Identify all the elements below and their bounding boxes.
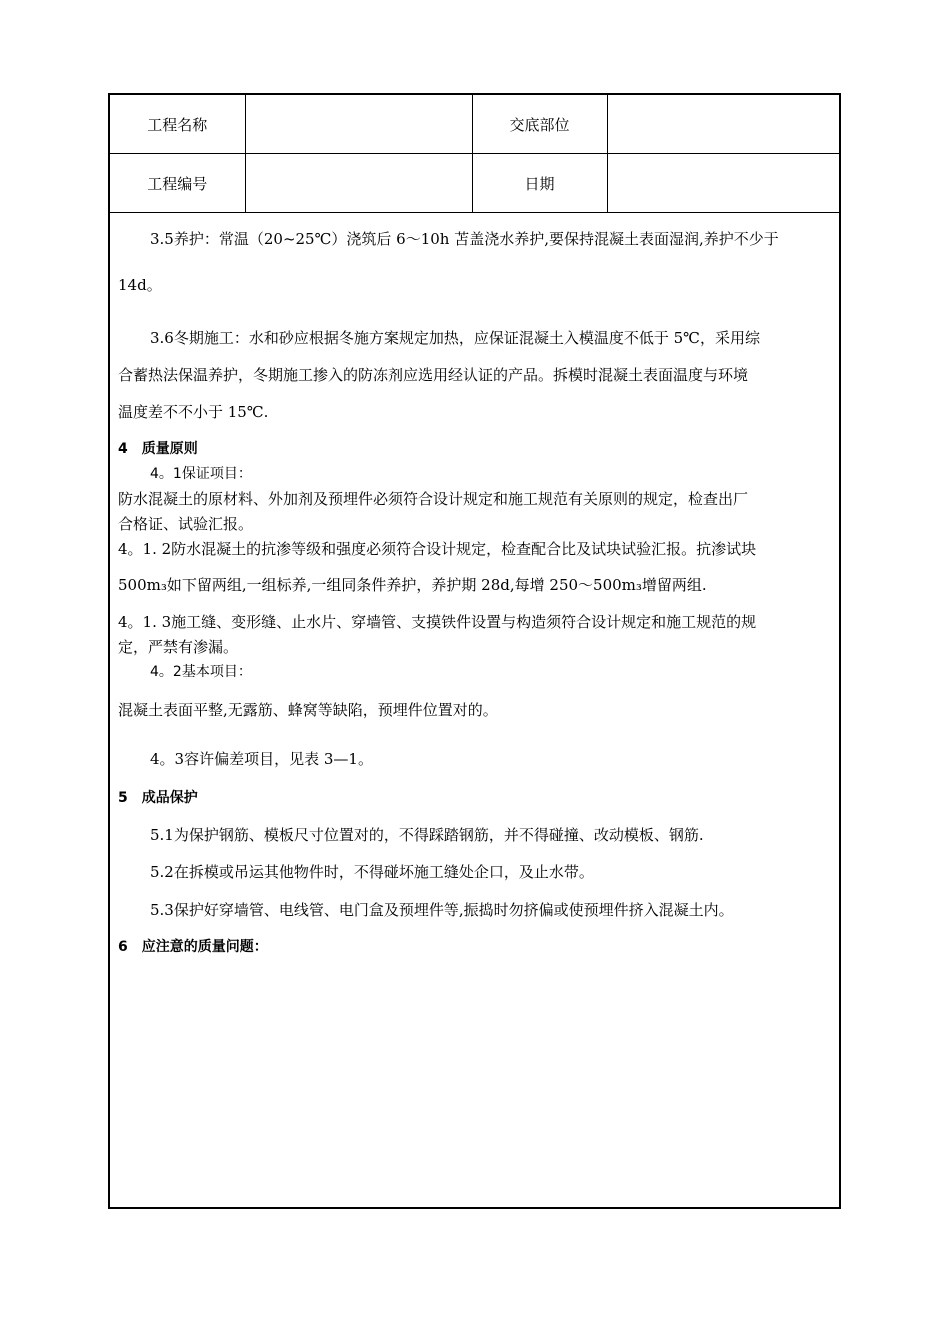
header-table <box>110 95 839 213</box>
project-no-value[interactable] <box>245 154 472 213</box>
heading-5: 5 成品保护 <box>118 790 198 806</box>
para-4-2-line1: 混凝土表面平整,无露筋、蜂窝等缺陷，预埋件位置对的。 <box>118 701 498 719</box>
para-4-1-2-line1: 4。1. 2防水混凝土的抗渗等级和强度必须符合设计规定，检查配合比及试块试验汇报。抗渗试块 <box>118 540 757 558</box>
date-label: 日期 <box>472 154 607 213</box>
header-row <box>110 154 839 213</box>
para-4-3: 4。3容许偏差项目，见表 3—1。 <box>150 750 373 768</box>
para-4-1-title: 4。1保证项目： <box>150 466 252 482</box>
part-value[interactable] <box>607 95 839 154</box>
para-4-1-3-line1: 4。1. 3施工缝、变形缝、止水片、穿墙管、支摸铁件设置与构造须符合设计规定和施工规范的规 <box>118 613 757 631</box>
para-5-3: 5.3保护好穿墙管、电线管、电门盒及预埋件等,振捣时勿挤偏或使预埋件挤入混凝土内。 <box>150 901 734 919</box>
part-label: 交底部位 <box>472 95 607 154</box>
heading-6: 6 应注意的质量问题： <box>118 939 268 955</box>
date-value[interactable] <box>607 154 839 213</box>
project-no-label: 工程编号 <box>110 154 245 213</box>
para-5-2: 5.2在拆模或吊运其他物件时，不得碰坏施工缝处企口，及止水带。 <box>150 863 594 881</box>
para-4-1-2-line2: 500m₃如下留两组,一组标养,一组同条件养护，养护期 28d,每增 250～500m₃增留两组. <box>118 576 707 594</box>
heading-4: 4 质量原则 <box>118 441 198 457</box>
para-4-1-line2: 合格证、试验汇报。 <box>118 515 254 533</box>
para-3-6-line3: 温度差不不小于 15℃. <box>118 403 269 421</box>
para-5-1: 5.1为保护钢筋、模板尺寸位置对的，不得踩踏钢筋，并不得碰撞、改动模板、钢筋. <box>150 826 704 844</box>
para-3-5-line2: 14d。 <box>118 276 162 294</box>
project-name-value[interactable] <box>245 95 472 154</box>
project-name-label: 工程名称 <box>110 95 245 154</box>
para-4-1-3-line2: 定，严禁有渗漏。 <box>118 638 239 656</box>
para-3-6-line2: 合蓄热法保温养护，冬期施工掺入的防冻剂应选用经认证的产品。拆模时混凝土表面温度与环境 <box>118 366 749 384</box>
document-frame <box>108 93 841 1209</box>
para-4-1-line1: 防水混凝土的原材料、外加剂及预埋件必须符合设计规定和施工规范有关原则的规定，检查出厂 <box>118 490 749 508</box>
para-3-6-line1: 3.6冬期施工：水和砂应根据冬施方案规定加热，应保证混凝土入模温度不低于 5℃，采用综 <box>150 329 760 347</box>
para-4-2-title: 4。2基本项目： <box>150 664 252 680</box>
header-row <box>110 95 839 154</box>
para-3-5-line1: 3.5养护：常温（20~25℃）浇筑后 6～10h 苫盖浇水养护,要保持混凝土表面湿润,养护不少于 <box>150 230 779 248</box>
